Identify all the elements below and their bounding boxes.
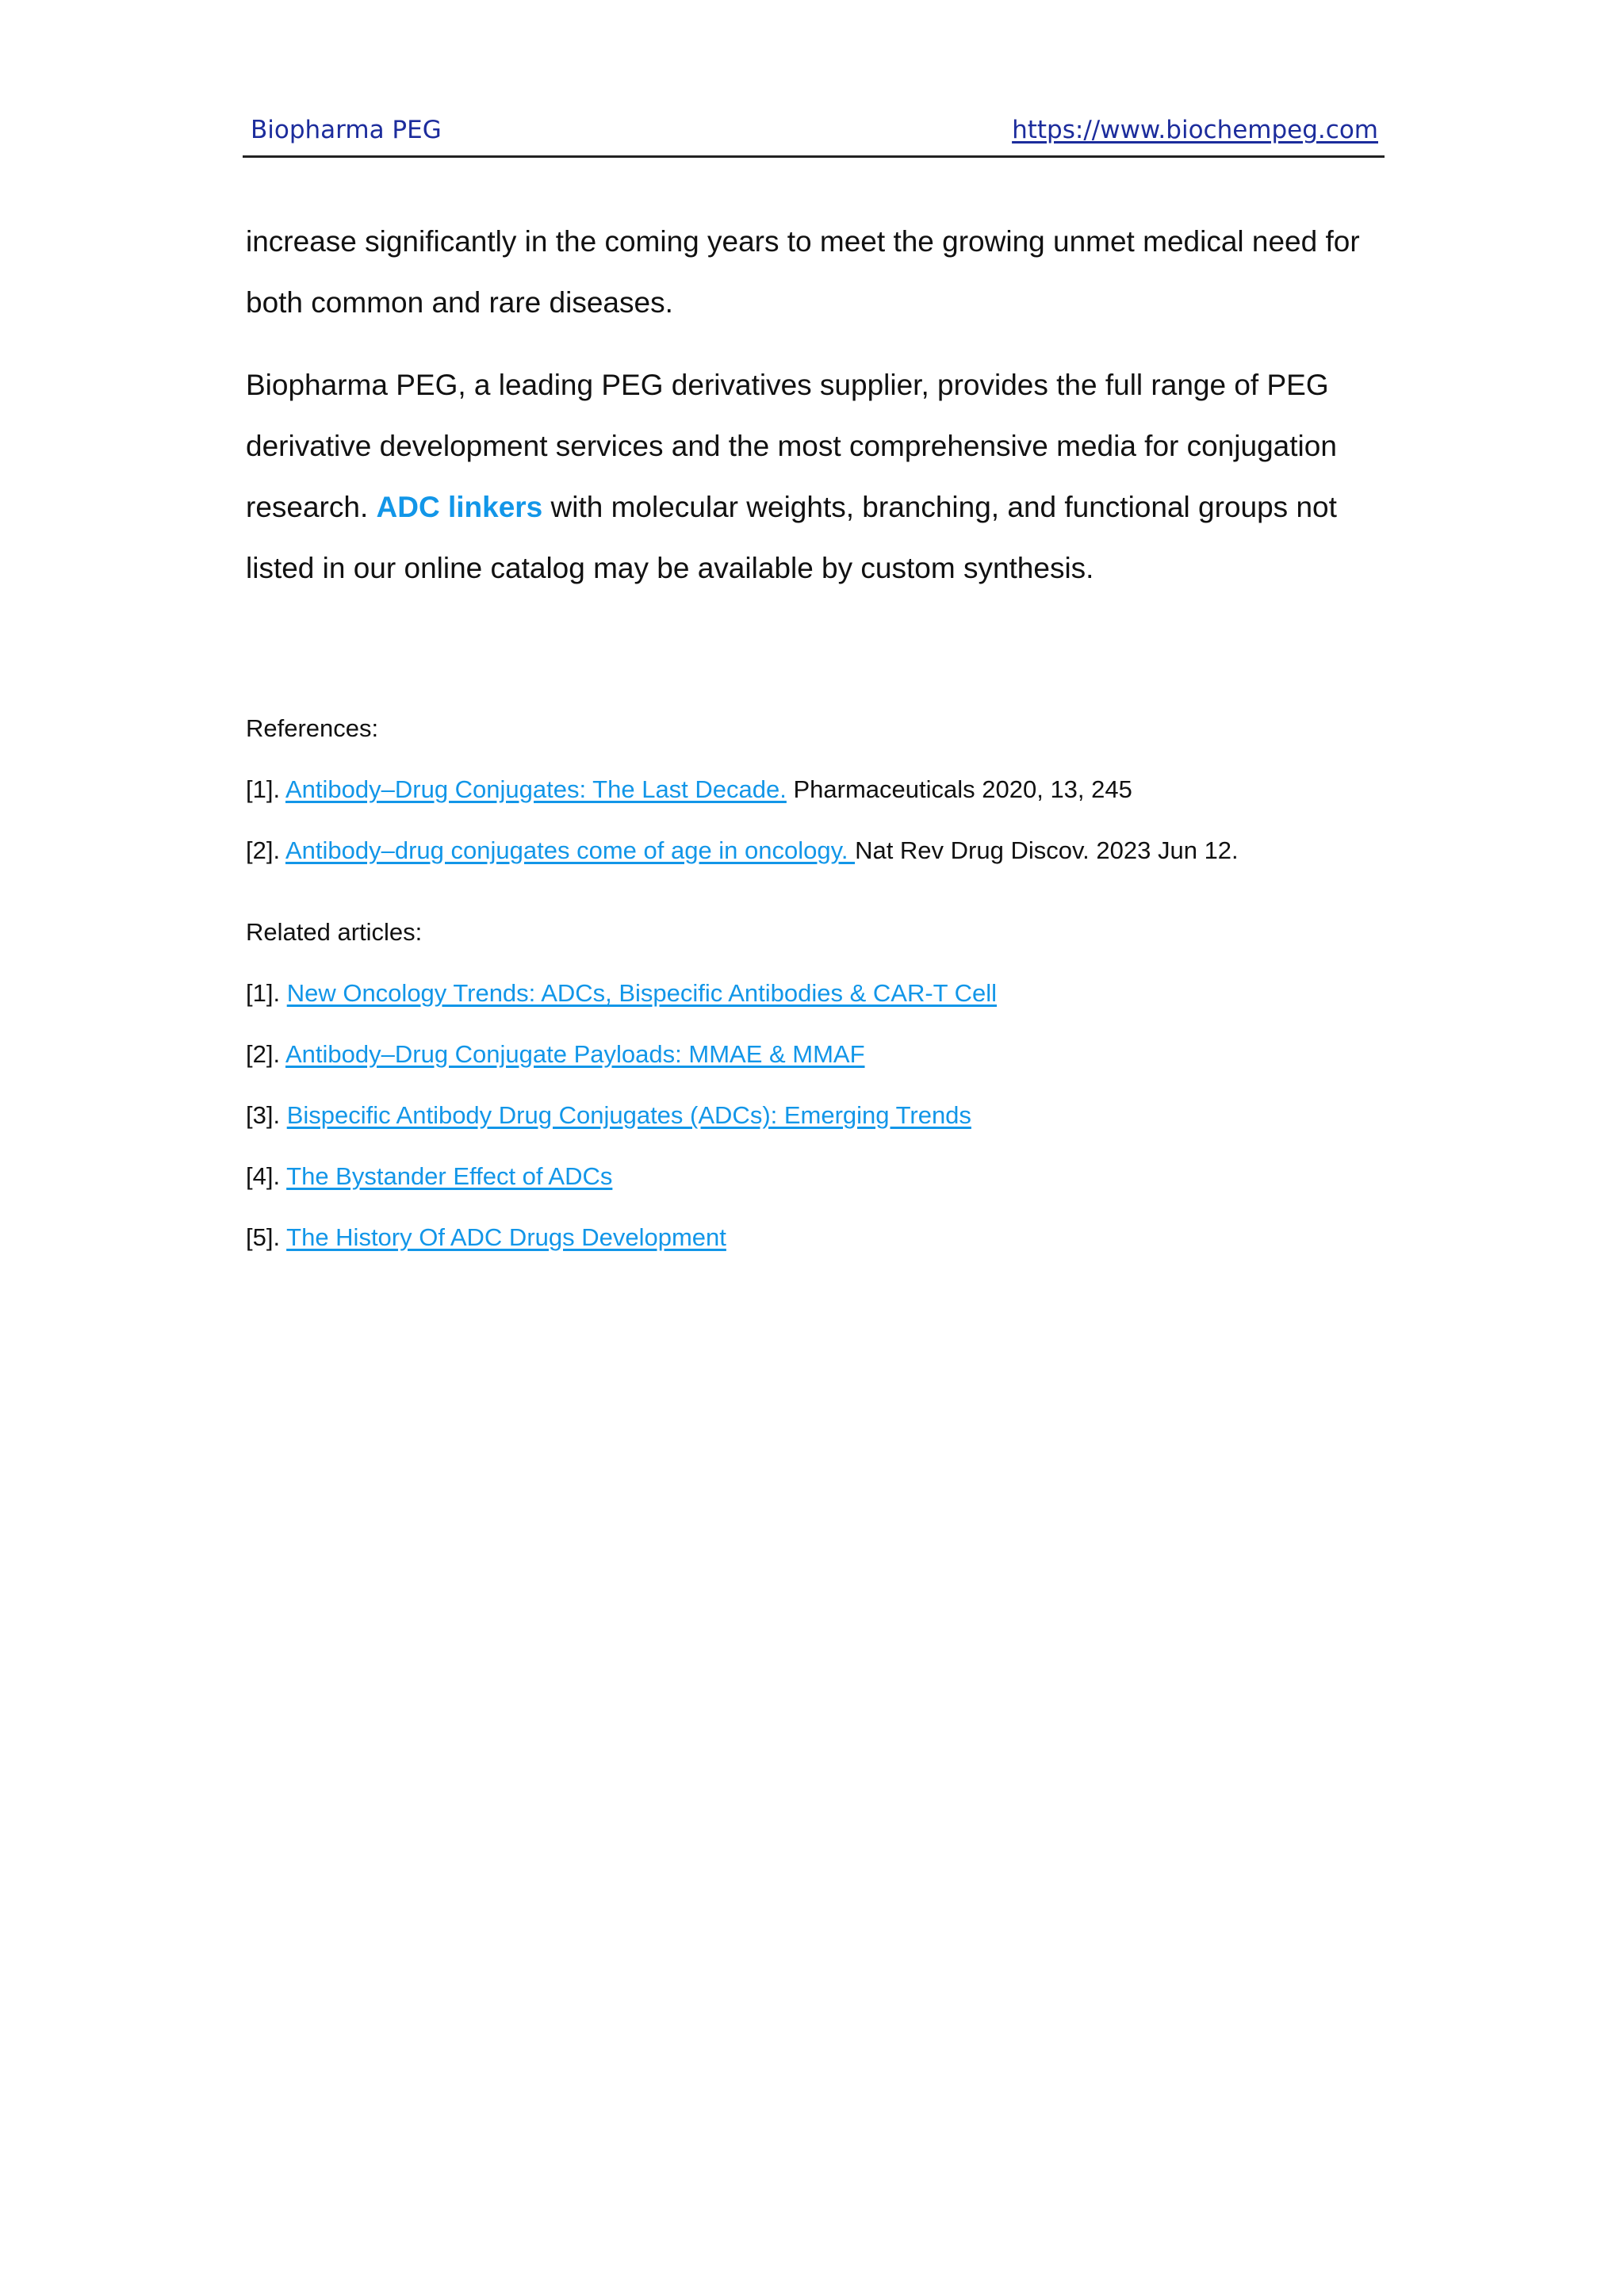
related-article-item (246, 962, 1396, 1024)
adc-linkers-link[interactable]: ADC linkers (376, 491, 543, 523)
related-article-item (246, 1024, 1396, 1085)
reference-source: Pharmaceuticals 2020, 13, 245 (786, 775, 1132, 803)
page-header (243, 111, 1385, 158)
related-article-link[interactable]: The Bystander Effect of ADCs (286, 1162, 613, 1190)
related-article-link[interactable]: New Oncology Trends: ADCs, Bispecific Antibodies & CAR-T Cell (286, 979, 998, 1007)
related-article-number: [4]. (246, 1162, 287, 1190)
header-brand: Biopharma PEG (251, 116, 442, 144)
related-article-link[interactable]: Antibody–Drug Conjugate Payloads: MMAE & MMAF (285, 1040, 865, 1068)
reference-source: Nat Rev Drug Discov. 2023 Jun 12. (855, 836, 1239, 864)
references-label: References: (246, 714, 379, 742)
paragraph-2-text-end: with molecular weights, branching, and functional groups not listed in our online catalog may be available by custom synthesis. (246, 491, 1337, 584)
related-article-link[interactable]: Bispecific Antibody Drug Conjugates (ADCs): Emerging Trends (286, 1101, 971, 1129)
reference-number: [1]. (246, 775, 285, 803)
paragraph-2 (246, 354, 1396, 599)
reference-link[interactable]: Antibody–drug conjugates come of age in oncology. (285, 836, 856, 864)
paragraph-1: increase significantly in the coming years to meet the growing unmet medical need for both common and rare diseases. (246, 225, 1360, 319)
related-article-link[interactable]: The History Of ADC Drugs Development (286, 1223, 726, 1251)
related-article-number: [2]. (246, 1040, 285, 1068)
header-url-link[interactable]: https://www.biochempeg.com (1012, 116, 1378, 144)
related-article-number: [5]. (246, 1223, 287, 1251)
related-articles-label: Related articles: (246, 918, 423, 946)
reference-item (246, 820, 1396, 881)
reference-link[interactable]: Antibody–Drug Conjugates: The Last Decade. (285, 775, 787, 803)
related-article-number: [1]. (246, 979, 287, 1007)
related-article-item (246, 1207, 1396, 1268)
related-article-number: [3]. (246, 1101, 287, 1129)
body-text (246, 211, 1396, 599)
section-spacer (246, 881, 1396, 901)
paragraph-2-text-start: Biopharma PEG, a leading PEG derivatives supplier, provides the full range of PEG derivative development services and the most comprehensive media for conjugation research. (246, 369, 1337, 523)
reference-number: [2]. (246, 836, 285, 864)
related-article-item (246, 1085, 1396, 1146)
related-article-item (246, 1146, 1396, 1207)
references-section (246, 698, 1396, 1268)
reference-item (246, 759, 1396, 820)
